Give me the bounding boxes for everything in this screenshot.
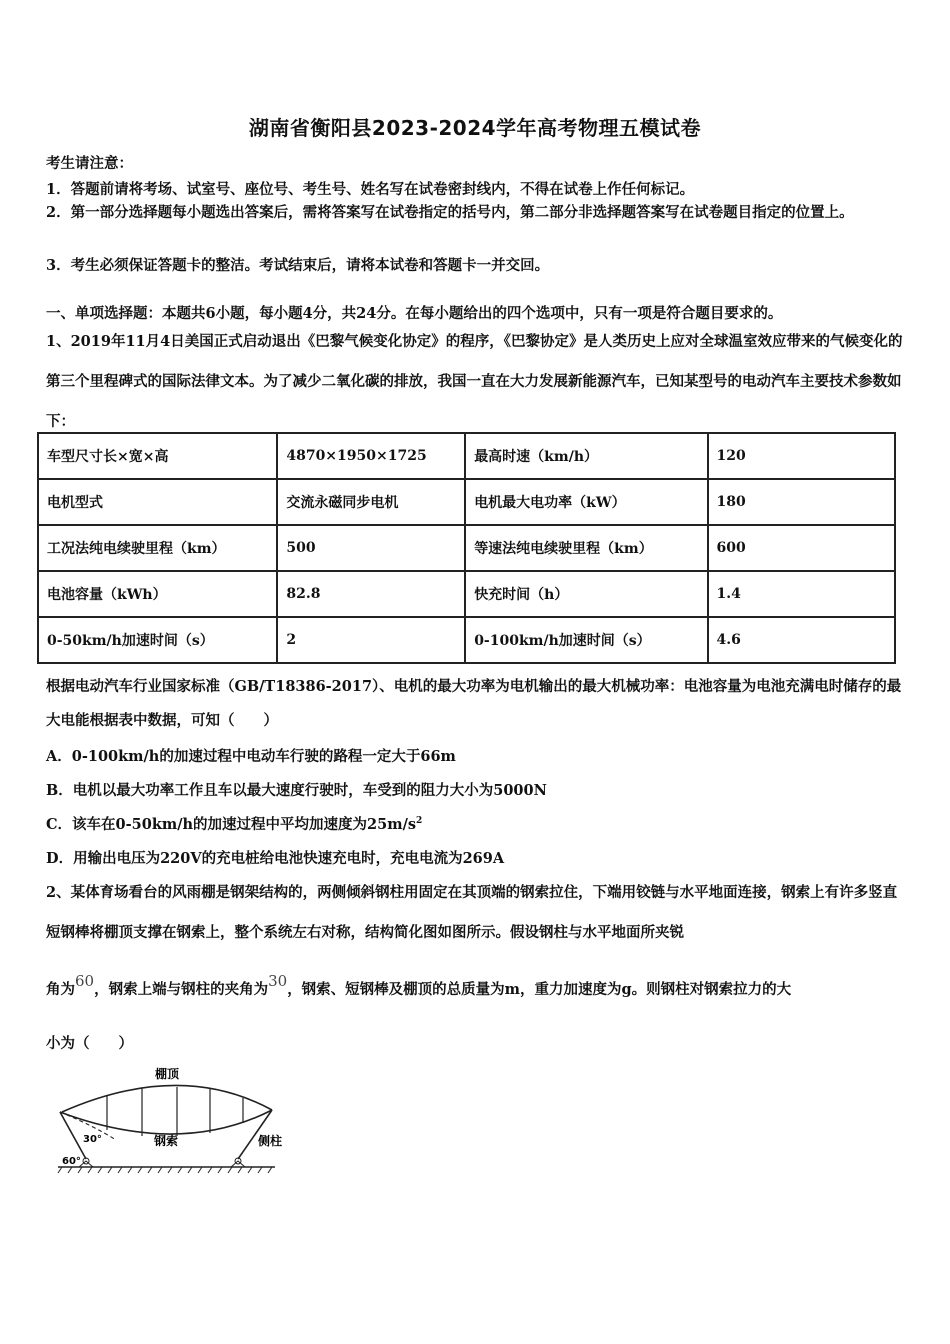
question-1-stem: 1、2019年11月4日美国正式启动退出《巴黎气候变化协定》的程序，《巴黎协定》是人类历史上应对全球温室效应带来的气候变化的第三个里程碑式的国际法律文本。为了减少二氧化碳的排放，我国一直在大力发展新能源汽车，已知某型号的电动汽车主要技术参数如下：	[46, 333, 903, 430]
label-cable: 钢索	[154, 1134, 179, 1148]
question-1-condition: 根据电动汽车行业国家标准（GB/T18386-2017）、电机的最大功率为电机输出的最大机械功率：电池容量为电池充满电时储存的最大电能根据表中数据，可知（ ）	[46, 678, 902, 729]
table-cell: 2	[277, 617, 465, 663]
table-cell: 500	[277, 525, 465, 571]
angle-60-value: 60	[75, 972, 95, 990]
table-cell: 等速法纯电续驶里程（km）	[465, 525, 707, 571]
option-b: B．电机以最大功率工作且车以最大速度行驶时，车受到的阻力大小为5000N	[46, 782, 547, 799]
canopy-figure	[50, 1062, 300, 1177]
table-cell: 120	[708, 433, 895, 479]
option-d: D．用输出电压为220V的充电桩给电池快速充电时，充电电流为269A	[46, 850, 505, 867]
label-column: 侧柱	[258, 1134, 283, 1148]
table-cell: 4870×1950×1725	[277, 433, 465, 479]
roof-arc	[62, 1085, 272, 1112]
table-row	[38, 479, 895, 525]
table-cell: 0-50km/h加速时间（s）	[38, 617, 277, 663]
table-cell: 600	[708, 525, 895, 571]
table-cell: 0-100km/h加速时间（s）	[465, 617, 707, 663]
angle-30-value: 30	[268, 972, 288, 990]
label-30-deg: 30°	[83, 1134, 102, 1145]
table-cell: 快充时间（h）	[465, 571, 707, 617]
table-cell: 最高时速（km/h）	[465, 433, 707, 479]
table-cell: 车型尺寸长×宽×高	[38, 433, 277, 479]
table-cell: 4.6	[708, 617, 895, 663]
table-row	[38, 617, 895, 663]
option-a: A．0-100km/h的加速过程中电动车行驶的路程一定大于66m	[46, 748, 456, 765]
label-roof: 棚顶	[155, 1067, 180, 1081]
notice-item-2: 2．第一部分选择题每小题选出答案后，需将答案写在试卷指定的括号内，第二部分非选择题答案写在试卷题目指定的位置上。	[46, 204, 854, 221]
question-2-line-3: 角为60，钢索上端与钢柱的夹角为30，钢索、短钢棒及棚顶的总质量为m，重力加速度为g。则钢柱对钢索拉力的大	[46, 972, 792, 998]
table-row	[38, 525, 895, 571]
label-60-deg: 60°	[62, 1156, 81, 1167]
ground-hatch	[58, 1167, 272, 1173]
table-cell: 电机最大电功率（kW）	[465, 479, 707, 525]
notice-item-3: 3．考生必须保证答题卡的整洁。考试结束后，请将本试卷和答题卡一并交回。	[46, 257, 550, 274]
table-cell: 工况法纯电续驶里程（km）	[38, 525, 277, 571]
question-2-stem: 2、某体育场看台的风雨棚是钢架结构的，两侧倾斜钢柱用固定在其顶端的钢索拉住，下端用铰链与水平地面连接，钢索上有许多竖直短钢棒将棚顶支撑在钢索上，整个系统左右对称，结构简化图如图所示。假设钢柱与水平地面所夹锐	[46, 884, 898, 941]
notice-item-1: 1．答题前请将考场、试室号、座位号、考生号、姓名写在试卷密封线内，不得在试卷上作任何标记。	[46, 181, 695, 198]
table-cell: 电机型式	[38, 479, 277, 525]
table-cell: 电池容量（kWh）	[38, 571, 277, 617]
spec-table	[37, 432, 896, 664]
option-c: C．该车在0-50km/h的加速过程中平均加速度为$25m/s^2$	[46, 816, 423, 833]
table-cell: 82.8	[277, 571, 465, 617]
table-cell: 1.4	[708, 571, 895, 617]
page-title: 湖南省衡阳县2023-2024学年高考物理五模试卷	[248, 116, 702, 140]
cable-arc	[60, 1110, 272, 1134]
table-row	[38, 571, 895, 617]
notice-heading: 考生请注意：	[46, 155, 133, 172]
table-row	[38, 433, 895, 479]
section-heading: 一、单项选择题：本题共6小题，每小题4分，共24分。在每小题给出的四个选项中，只有一项是符合题目要求的。	[46, 305, 783, 322]
table-cell: 180	[708, 479, 895, 525]
table-cell: 交流永磁同步电机	[277, 479, 465, 525]
question-2-line-4: 小为（ ）	[46, 1035, 133, 1052]
